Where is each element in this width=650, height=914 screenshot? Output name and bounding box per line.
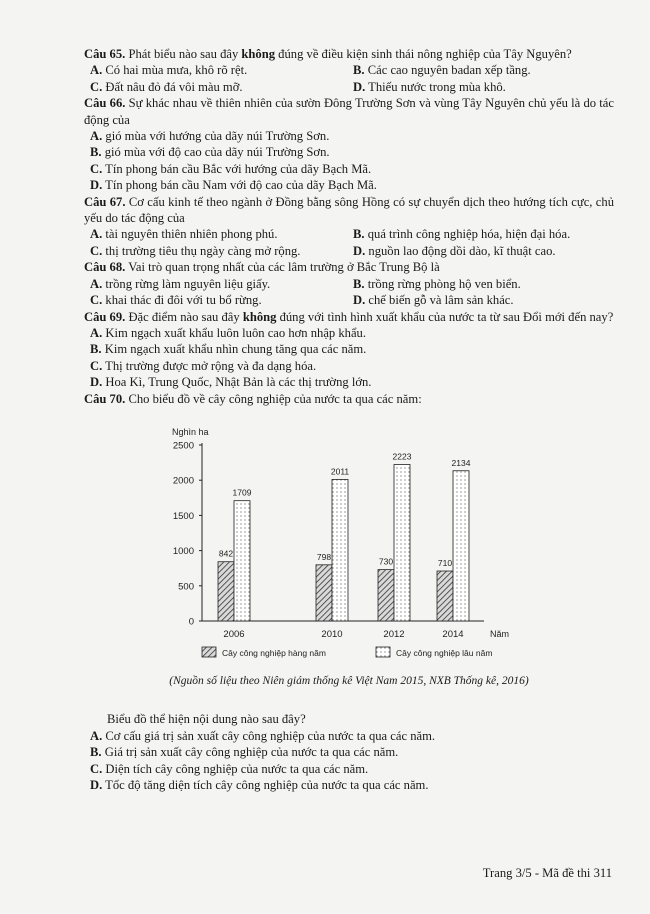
option-text: Diện tích cây công nghiệp của nước ta qua các năm. — [105, 761, 369, 776]
x-tick-label: 2010 — [321, 628, 343, 640]
option-letter: C. — [90, 243, 103, 258]
question-number: Câu 69. — [84, 309, 126, 324]
option-text: Các cao nguyên badan xếp tầng. — [367, 63, 531, 78]
answer-option-b[interactable] — [353, 62, 614, 78]
stem-text: Sự khác nhau về thiên nhiên của sườn Đông Trường Sơn và vùng Tây Nguyên chủ yếu là do tác động của — [84, 96, 614, 127]
question-number: Câu 66. — [84, 96, 126, 111]
answer-options — [84, 226, 614, 259]
option-text: Kim ngạch xuất khẩu luôn luôn cao hơn nhập khẩu. — [105, 325, 366, 340]
answer-option-a[interactable] — [90, 226, 347, 242]
question-65 — [84, 46, 614, 95]
x-tick-label: 2006 — [223, 628, 245, 640]
y-tick-label: 0 — [188, 616, 194, 628]
data-label: 2223 — [392, 451, 412, 462]
option-letter: B. — [353, 276, 365, 291]
data-label: 842 — [218, 548, 234, 559]
legend-swatch-annual — [202, 647, 216, 657]
question-stem — [84, 194, 614, 227]
chart-container — [84, 407, 614, 675]
answer-option-a[interactable] — [90, 128, 614, 144]
option-letter: B. — [353, 227, 365, 242]
bar-annual — [378, 570, 394, 621]
answer-option-c[interactable] — [90, 761, 614, 777]
legend-label-annual: Cây công nghiệp hàng năm — [222, 647, 326, 658]
y-tick-label: 1500 — [172, 510, 194, 522]
answer-option-a[interactable] — [90, 325, 614, 341]
chart-source-note: (Nguồn số liệu theo Niên giám thống kê Việt Nam 2015, NXB Thống kê, 2016) — [169, 674, 529, 687]
answer-option-b[interactable] — [353, 276, 614, 292]
bar-annual — [437, 571, 453, 621]
option-text: quá trình công nghiệp hóa, hiện đại hóa. — [367, 227, 571, 242]
stem-text: đúng về điều kiện sinh thái nông nghiệp của Tây Nguyên? — [275, 47, 572, 61]
option-text: trồng rừng làm nguyên liệu giấy. — [105, 276, 271, 291]
data-label: 798 — [316, 551, 332, 562]
stem-text: đúng với tình hình xuất khẩu của nước ta từ sau Đổi mới đến nay? — [276, 309, 614, 324]
option-text: khai thác đi đôi với tu bổ rừng. — [105, 293, 262, 308]
data-label: 710 — [437, 557, 453, 568]
answer-option-d[interactable] — [353, 243, 614, 259]
stem-text: Cho biểu đồ về cây công nghiệp của nước ta qua các năm: — [128, 391, 422, 406]
question-number: Câu 68. — [84, 260, 126, 275]
option-letter: D. — [90, 777, 103, 792]
data-label: 2134 — [451, 457, 471, 468]
answer-option-c[interactable] — [90, 292, 347, 308]
option-text: trồng rừng phòng hộ ven biển. — [367, 276, 521, 291]
option-letter: A. — [90, 276, 103, 291]
option-text: Có hai mùa mưa, khô rõ rệt. — [105, 63, 248, 78]
bar-annual — [218, 562, 234, 621]
stem-emphasis: không — [241, 47, 276, 61]
bar-perennial — [394, 464, 410, 620]
option-text: Tín phong bán cầu Bắc với hướng của dãy Bạch Mã. — [105, 161, 372, 176]
question-number: Câu 70. — [84, 391, 126, 406]
option-letter: B. — [90, 745, 102, 760]
page-footer: Trang 3/5 - Mã đề thi 311 — [482, 866, 612, 880]
option-letter: A. — [90, 63, 103, 78]
answer-option-a[interactable] — [90, 276, 347, 292]
option-letter: D. — [353, 79, 366, 94]
option-letter: B. — [353, 63, 365, 78]
legend-label-perennial: Cây công nghiệp lâu năm — [396, 647, 493, 658]
stem-emphasis: không — [242, 309, 277, 324]
answer-option-b[interactable] — [353, 226, 614, 242]
option-letter: A. — [90, 728, 103, 743]
answer-option-b[interactable] — [90, 341, 614, 357]
bar-perennial — [332, 479, 348, 621]
option-letter: D. — [353, 293, 366, 308]
option-letter: A. — [90, 227, 103, 242]
question-number: Câu 65. — [84, 47, 126, 61]
answer-options — [84, 276, 614, 309]
option-text: Đất nâu đỏ đá vôi màu mỡ. — [105, 79, 243, 94]
answer-option-c[interactable] — [90, 79, 347, 95]
option-letter: B. — [90, 342, 102, 357]
answer-option-b[interactable] — [90, 144, 614, 160]
stem-text: Cơ cấu kinh tế theo ngành ở Đồng bằng sông Hồng có sự chuyển dịch theo hướng tích cực, chủ yếu do tác động của — [84, 194, 614, 226]
bar-perennial — [234, 501, 250, 621]
x-tick-label: 2012 — [383, 628, 405, 640]
option-letter: C. — [90, 79, 103, 94]
question-70 — [84, 391, 614, 794]
x-axis-label: Năm — [490, 628, 510, 639]
option-letter: C. — [90, 358, 103, 373]
data-label: 1709 — [232, 487, 252, 498]
question-number: Câu 67. — [84, 194, 126, 209]
bar-annual — [316, 565, 332, 621]
option-text: nguồn lao động dồi dào, kĩ thuật cao. — [368, 243, 556, 258]
y-tick-label: 2500 — [172, 440, 194, 452]
bar-perennial — [453, 471, 469, 621]
y-axis-label: Nghìn ha — [172, 426, 209, 437]
answer-option-c[interactable] — [90, 358, 614, 374]
data-label: 2011 — [330, 466, 350, 477]
option-text: Thiếu nước trong mùa khô. — [368, 79, 506, 94]
option-letter: B. — [90, 145, 102, 160]
chart-question-prompt: Biểu đồ thể hiện nội dung nào sau đây? — [107, 712, 306, 727]
option-text: gió mùa với độ cao của dãy núi Trường Sơn. — [104, 145, 330, 160]
option-text: Hoa Kì, Trung Quốc, Nhật Bản là các thị trường lớn. — [105, 375, 372, 390]
question-stem — [84, 309, 614, 325]
option-text: Giá trị sản xuất cây công nghiệp của nước ta qua các năm. — [104, 745, 399, 760]
answer-option-d[interactable] — [353, 292, 614, 308]
question-66 — [84, 95, 614, 193]
answer-option-d[interactable] — [90, 777, 614, 793]
y-tick-label: 1000 — [172, 546, 194, 558]
option-letter: C. — [90, 293, 103, 308]
stem-text: Đặc điểm nào sau đây — [128, 309, 243, 324]
answer-options — [84, 62, 614, 95]
answer-option-d[interactable] — [90, 177, 614, 193]
option-letter: C. — [90, 761, 103, 776]
question-stem — [84, 46, 614, 62]
question-69 — [84, 309, 614, 391]
option-letter: D. — [90, 178, 103, 193]
option-letter: D. — [353, 243, 366, 258]
answer-option-d[interactable] — [353, 79, 614, 95]
question-stem — [84, 391, 614, 407]
option-text: Thị trường được mở rộng và đa dạng hóa. — [105, 358, 317, 373]
option-text: thị trường tiêu thụ ngày càng mở rộng. — [105, 243, 301, 258]
option-text: Cơ cấu giá trị sản xuất cây công nghiệp của nước ta qua các năm. — [105, 728, 436, 743]
answer-option-c[interactable] — [90, 161, 614, 177]
y-tick-label: 2000 — [172, 475, 194, 487]
data-label: 730 — [378, 556, 394, 567]
option-text: gió mùa với hướng của dãy núi Trường Sơn. — [105, 129, 330, 144]
option-text: Tín phong bán cầu Nam với độ cao của dãy Bạch Mã. — [105, 178, 377, 193]
question-stem — [84, 259, 614, 275]
option-text: Tốc độ tăng diện tích cây công nghiệp của nước ta qua các năm. — [105, 777, 429, 792]
option-letter: A. — [90, 325, 103, 340]
answer-option-c[interactable] — [90, 243, 347, 259]
option-letter: C. — [90, 161, 103, 176]
legend-swatch-perennial — [376, 647, 390, 657]
questions-column — [84, 46, 614, 793]
answer-option-b[interactable] — [90, 744, 614, 760]
bar-chart — [84, 407, 614, 675]
question-stem — [84, 95, 614, 128]
answer-option-a[interactable] — [90, 728, 614, 744]
option-letter: A. — [90, 129, 103, 144]
option-letter: D. — [90, 375, 103, 390]
question-68 — [84, 259, 614, 308]
option-text: chế biến gỗ và lâm sản khác. — [368, 293, 514, 308]
option-text: Kim ngạch xuất khẩu nhìn chung tăng qua các năm. — [104, 342, 367, 357]
y-tick-label: 500 — [178, 581, 194, 593]
stem-text: Phát biểu nào sau đây — [128, 47, 242, 61]
stem-text: Vai trò quan trọng nhất của các lâm trường ở Bắc Trung Bộ là — [128, 260, 440, 275]
answer-option-a[interactable] — [90, 62, 347, 78]
x-tick-label: 2014 — [442, 628, 464, 640]
answer-option-d[interactable] — [90, 374, 614, 390]
question-67 — [84, 194, 614, 260]
option-text: tài nguyên thiên nhiên phong phú. — [105, 227, 278, 242]
